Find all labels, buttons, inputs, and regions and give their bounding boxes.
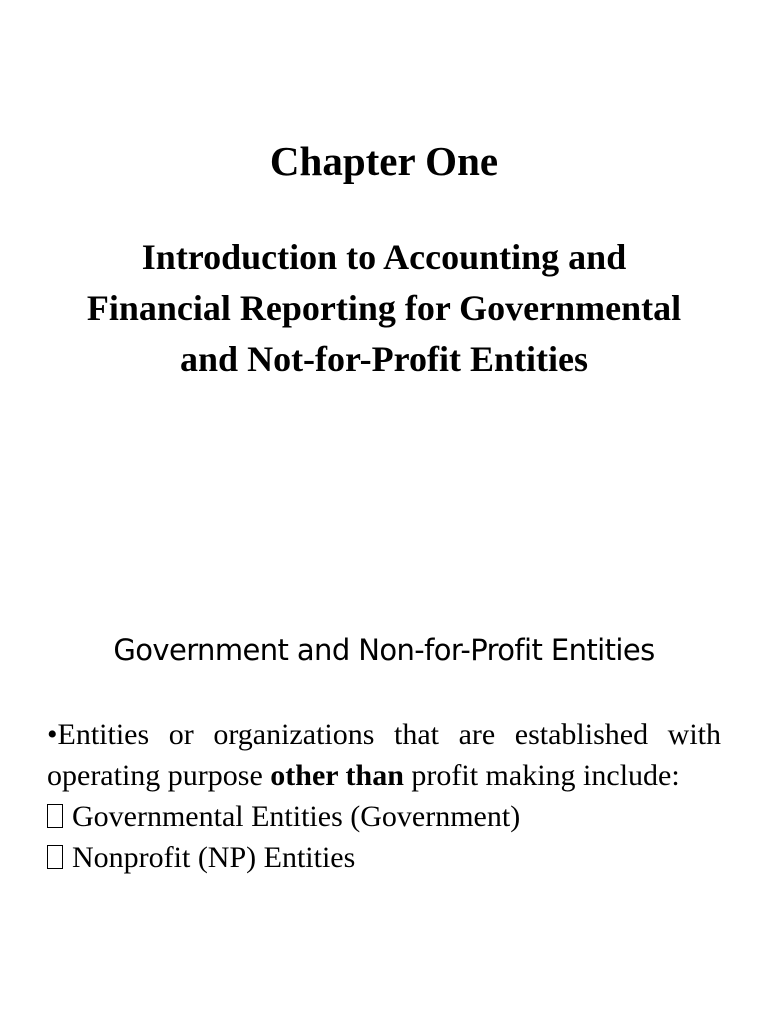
intro-text-start: Entities or organizations that are established with operating purpose [47,718,721,792]
list-item-label: Governmental Entities (Government) [72,800,521,833]
slide-heading: Government and Non-for-Profit Entities [113,633,655,667]
slide-body [47,714,721,878]
list-item-nonprofit [47,837,721,878]
intro-paragraph [47,714,721,796]
chapter-title: Chapter One [269,138,499,184]
list-item-label: Nonprofit (NP) Entities [72,841,356,874]
chapter-subtitle: Introduction to Accounting and Financial Reporting for Governmental and Not-for-Profit Entities [86,237,682,379]
bullet-icon: • [47,718,58,751]
box-glyph-icon [47,845,63,869]
intro-text-end: profit making include: [403,759,680,792]
emphasis-text: other than [270,759,404,792]
box-glyph-icon [47,804,63,828]
slide-entities [0,600,768,1024]
list-item-governmental [47,796,721,837]
